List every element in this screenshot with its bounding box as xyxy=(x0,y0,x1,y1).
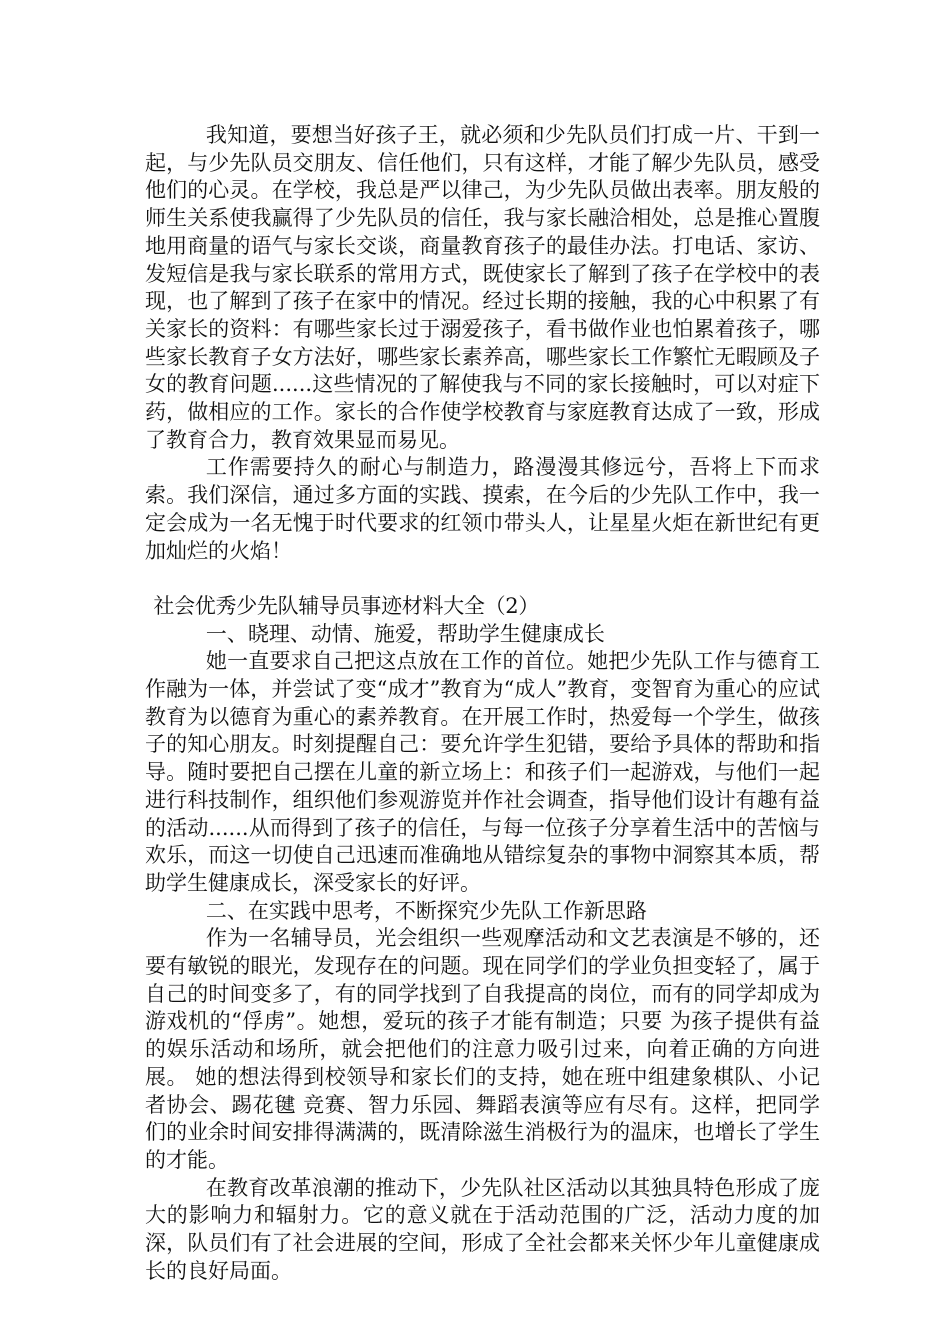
blank-line xyxy=(145,565,820,593)
section-title: 社会优秀少先队辅导员事迹材料大全（2） xyxy=(153,593,540,618)
paragraph-counselor: 作为一名辅导员，光会组织一些观摩活动和文艺表演是不够的，还要有敏锐的眼光，发现存在的问题。现在同学们的学业负担变轻了，属于自己的时间变多了，有的同学找到了自我提高的岗位，而有的同学却成为游戏机的“俘虏”。她想，爱玩的孩子才能有制造；只要 为孩子提供有益的娱乐活动和场所，就会把他们的注意力吸引过来，向着正确的方向进展。 她的想法得到校领导和家长们的支持，她在班中组建象棋队、小记者协会、踢花毽 竞赛、智力乐园、舞蹈表演等应有尽有。这样，把同学们的业余时间安排得满满的，既清除滋生消极行为的温床，也增长了学生的才能。 xyxy=(145,926,820,1172)
paragraph-reform: 在教育改革浪潮的推动下，少先队社区活动以其独具特色形成了庞大的影响力和辐射力。它的意义就在于活动范围的广泛，活动力度的加深，队员们有了社会进展的空间，形成了全社会都来关怀少年儿童健康成长的良好局面。 xyxy=(145,1175,820,1283)
paragraph-know-parents: 我知道，要想当好孩子王，就必须和少先队员们打成一片、干到一起，与少先队员交朋友、信任他们，只有这样，才能了解少先队员，感受他们的心灵。在学校，我总是严以律己，为少先队员做出表率。朋友般的师生关系使我赢得了少先队员的信任，我与家长融洽相处，总是推心置腹地用商量的语气与家长交谈，商量教育孩子的最佳办法。打电话、家访、发短信是我与家长联系的常用方式，既使家长了解到了孩子在学校中的表现，也了解到了孩子在家中的情况。经过长期的接触，我的心中积累了有关家长的资料：有哪些家长过于溺爱孩子，看书做作业也怕累着孩子，哪些家长教育子女方法好，哪些家长素养高，哪些家长工作繁忙无暇顾及子女的教育问题......这些情况的了解使我与不同的家长接触时，可以对症下药，做相应的工作。家长的合作使学校教育与家庭教育达成了一致，形成了教育合力，教育效果显而易见。 xyxy=(145,123,820,452)
document-body xyxy=(145,122,820,1286)
heading-two: 二、在实践中思考，不断探究少先队工作新思路 xyxy=(205,898,647,923)
paragraph-moral-education: 她一直要求自己把这点放在工作的首位。她把少先队工作与德育工作融为一体，并尝试了变“成才”教育为“成人”教育，变智育为重心的应试教育为以德育为重心的素养教育。在开展工作时，热爱每一个学生，做孩子的知心朋友。时刻提醒自己：要允许学生犯错，要给予具体的帮助和指导。随时要把自己摆在儿童的新立场上：和孩子们一起游戏，与他们一起进行科技制作，组织他们参观游览并作社会调查，指导他们设计有趣有益的活动......从而得到了孩子的信任，与每一位孩子分享着生活中的苦恼与欢乐，而这一切使自己迅速而准确地从错综复杂的事物中洞察其本质，帮助学生健康成长，深受家长的好评。 xyxy=(145,649,820,895)
paragraph-persistence: 工作需要持久的耐心与制造力，路漫漫其修远兮，吾将上下而求索。我们深信，通过多方面的实践、摸索，在今后的少先队工作中，我一定会成为一名无愧于时代要求的红领巾带头人，让星星火炬在新世纪有更加灿烂的火焰！ xyxy=(145,455,820,563)
heading-one: 一、晓理、动情、施爱，帮助学生健康成长 xyxy=(205,621,605,646)
